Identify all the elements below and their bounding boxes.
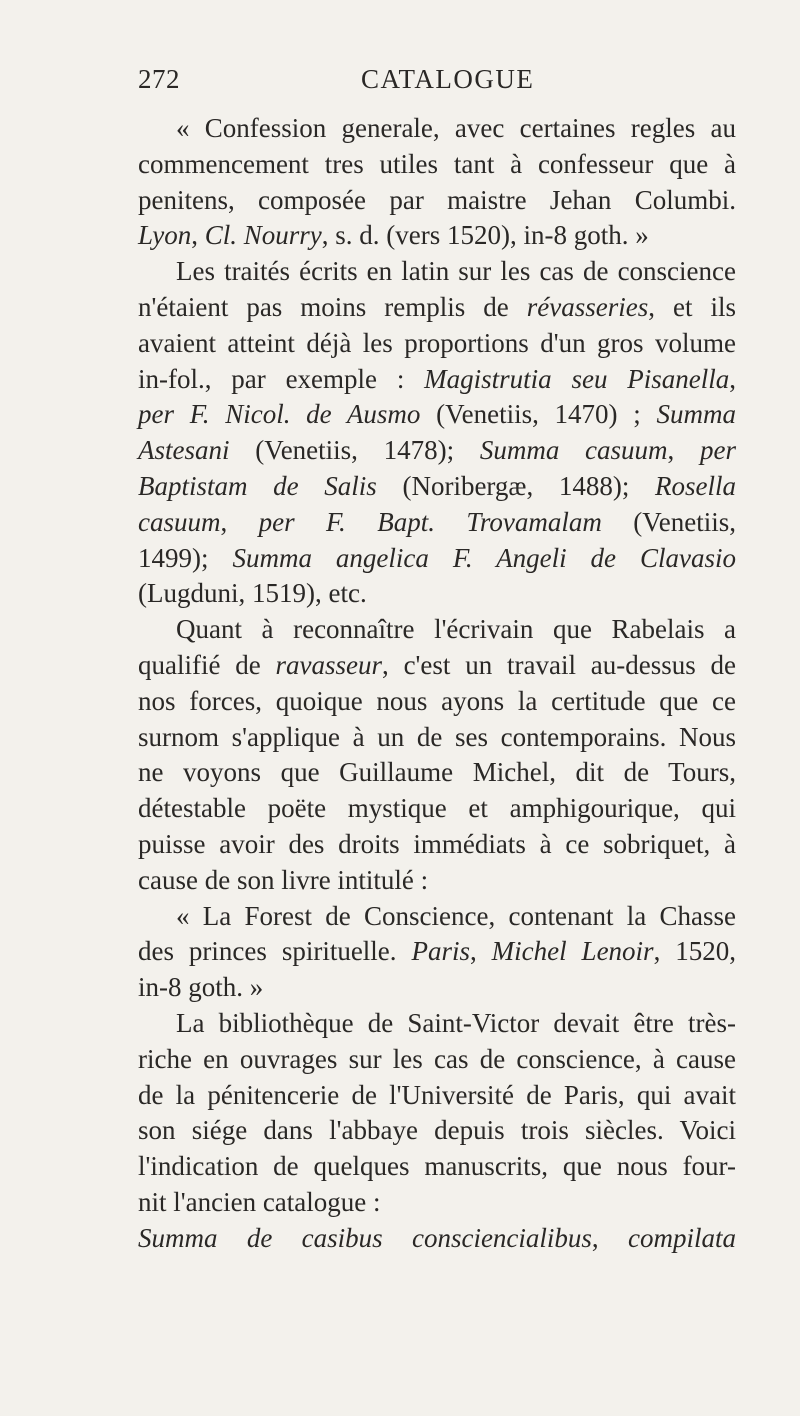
text-segment: avaient atteint déjà les proportions d'un gros volume [138, 327, 736, 358]
text-segment: in-fol., par exemple : [138, 363, 425, 394]
italic-title: Magistrutia seu Pisanella [424, 363, 730, 394]
italic-title: Astesani [138, 435, 230, 466]
text-segment: in-8 goth. » [138, 972, 264, 1003]
text-segment: , et ils [648, 291, 737, 322]
text-line [138, 1078, 736, 1114]
text-segment: de la pénitencerie de l'Université de Paris, qui avait [138, 1079, 736, 1110]
text-segment: « La Forest de Conscience, contenant la Chasse [176, 900, 736, 931]
italic-title: Summa casuum [479, 435, 668, 466]
italic-title: per [700, 435, 736, 466]
text-segment: Quant à reconnaître l'écrivain que Rabelais a [176, 614, 736, 645]
text-line [138, 254, 736, 290]
text-segment: cause de son livre intitulé : [138, 864, 429, 895]
body-text [138, 111, 736, 1257]
text-segment: (Lugduni, 1519), etc. [138, 578, 367, 609]
text-segment: surnom s'applique à un de ses contemporains. Nous [138, 721, 736, 752]
text-line [138, 720, 736, 756]
text-segment: , [220, 506, 259, 537]
text-line [138, 1006, 736, 1042]
text-line [138, 970, 736, 1006]
text-segment: , 1520, [653, 936, 737, 967]
italic-title: Summa angelica F. Angeli de Clavasio [232, 542, 736, 573]
running-title: CATALOGUE [361, 64, 535, 94]
running-head [138, 64, 742, 104]
text-segment: , [729, 363, 736, 394]
text-line [138, 648, 736, 684]
italic-title: casuum [138, 506, 221, 537]
text-line [138, 1221, 736, 1257]
text-segment: « Confession generale, avec certaines regles au [176, 113, 736, 143]
text-line [138, 934, 736, 970]
text-line [138, 576, 736, 612]
text-line [138, 612, 736, 648]
italic-title: Cl. Nourry [204, 220, 322, 251]
text-line [138, 684, 736, 720]
text-segment: , [469, 936, 492, 967]
italic-title: révasseries [526, 291, 649, 322]
text-segment: , c'est un travail au-dessus de [382, 649, 736, 680]
text-segment: (Venetiis, 1470) ; [420, 399, 657, 430]
text-line [138, 863, 736, 899]
text-line [138, 827, 736, 863]
text-line [138, 1042, 736, 1078]
text-line [138, 1113, 736, 1149]
text-segment: puisse avoir des droits immédiats à ce sobriquet, à [138, 828, 736, 859]
text-segment: n'étaient pas moins remplis de [138, 291, 527, 322]
text-line [138, 433, 736, 469]
italic-title: Summa [656, 399, 736, 430]
italic-title: per F. Bapt. Trovamalam [258, 506, 602, 537]
text-line [138, 791, 736, 827]
text-segment: qualifié de [138, 649, 276, 680]
italic-title: Paris [411, 936, 470, 967]
text-line [138, 1185, 736, 1221]
italic-title: ravasseur [275, 649, 383, 680]
text-segment: des princes spirituelle. [138, 936, 412, 967]
text-segment: penitens, composée par maistre Jehan Columbi. [138, 184, 736, 215]
text-segment: l'indication de quelques manuscrits, que nous four- [138, 1151, 736, 1182]
text-segment: détestable poëte mystique et amphigourique, qui [138, 793, 736, 824]
text-segment: (Venetiis, 1478); [229, 435, 480, 466]
text-segment: La bibliothèque de Saint-Victor devait être très- [176, 1007, 736, 1038]
text-segment: nit l'ancien catalogue : [138, 1186, 381, 1217]
italic-title: Lyon [138, 220, 192, 251]
text-segment: riche en ouvrages sur les cas de conscience, à cause [138, 1043, 736, 1074]
italic-title: per F. Nicol. de Ausmo [138, 399, 421, 430]
text-line [138, 362, 736, 398]
text-segment: son siége dans l'abbaye depuis trois siècles. Voici [138, 1115, 736, 1146]
page-number: 272 [138, 64, 180, 94]
italic-title: Summa de casibus consciencialibus [138, 1222, 592, 1253]
text-line [138, 290, 736, 326]
italic-title: Michel Lenoir [491, 936, 654, 967]
text-segment: nos forces, quoique nous ayons la certitude que ce [138, 685, 736, 716]
text-line [138, 469, 736, 505]
text-segment: , [667, 435, 700, 466]
text-segment: 1499); [138, 542, 233, 573]
text-line [138, 218, 736, 254]
text-line [138, 183, 736, 219]
text-line [138, 1149, 736, 1185]
text-segment: , [591, 1222, 628, 1253]
text-line [138, 505, 736, 541]
text-line [138, 755, 736, 791]
italic-title: Rosella [655, 470, 736, 501]
text-segment: , [191, 220, 205, 251]
text-line [138, 541, 736, 577]
text-line [138, 147, 736, 183]
text-segment: (Venetiis, [601, 506, 737, 537]
text-segment: ne voyons que Guillaume Michel, dit de Tours, [138, 757, 736, 788]
text-segment: Les traités écrits en latin sur les cas de conscience [176, 256, 736, 287]
text-line [138, 899, 736, 935]
text-segment: (Noribergæ, 1488); [376, 470, 655, 501]
italic-title: Baptistam de Salis [138, 470, 377, 501]
text-line [138, 326, 736, 362]
text-line [138, 397, 736, 433]
italic-title: compilata [628, 1222, 736, 1253]
text-segment: , s. d. (vers 1520), in-8 goth. » [321, 220, 649, 251]
text-line [138, 111, 736, 147]
text-segment: commencement tres utiles tant à confesseur que à [138, 148, 736, 179]
